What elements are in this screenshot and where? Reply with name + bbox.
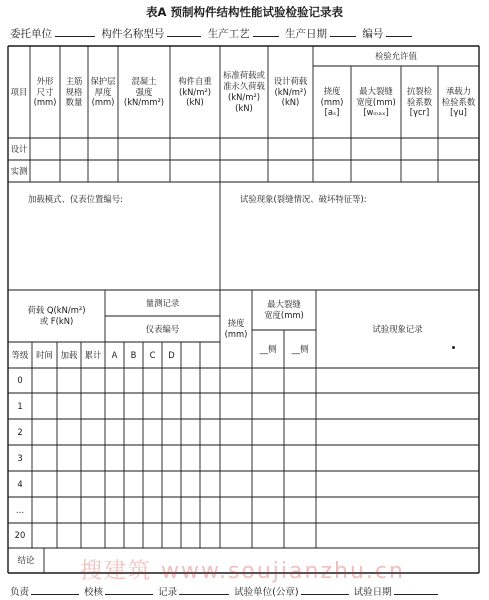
side-left-header: __侧 <box>259 343 277 354</box>
level-row-label: … <box>15 504 25 515</box>
recorder-blank <box>179 584 229 595</box>
instrument-no-header: 仪表编号 <box>145 323 180 334</box>
recorder-label: 记录 <box>158 587 178 598</box>
design-row-label: 设计 <box>10 143 28 154</box>
self-weight-header: 构件自重 (kN/m²) (kN) <box>178 75 212 108</box>
test-unit-blank <box>301 584 349 595</box>
dimension-header: 外形 尺寸 (mm) <box>33 75 57 108</box>
leader-blank <box>31 584 79 595</box>
instrument-a-header: A <box>111 349 118 360</box>
measure-record-header: 量测记录 <box>145 297 180 308</box>
load-header: 荷载 Q(kN/m²) 或 F(kN) <box>27 305 86 326</box>
level-row-label: 20 <box>14 530 26 541</box>
level-header: 等级 <box>11 349 29 360</box>
document-title: 表A 预制构件结构性能试验检验记录表 <box>146 5 343 19</box>
deflection-header: 挠度 (mm) [aₛ] <box>320 85 344 118</box>
level-row-label: 4 <box>17 478 23 489</box>
rebar-header: 主筋 规格 数量 <box>65 75 83 108</box>
test-date-label: 试验日期 <box>353 587 392 598</box>
reviewer-label: 校核 <box>84 587 104 598</box>
date-label: 生产日期 <box>285 28 328 40</box>
time-header: 时间 <box>36 349 53 360</box>
instrument-b-header: B <box>130 349 137 360</box>
component-label: 构件名称型号 <box>101 28 165 40</box>
cumulative-header: 累计 <box>84 349 102 360</box>
concrete-header: 混凝土 强度 (kN/mm²) <box>123 75 165 108</box>
loading-header: 加载 <box>60 349 78 360</box>
test-unit-label: 试验单位(公章) <box>234 587 299 598</box>
client-label: 委托单位 <box>10 28 52 40</box>
design-load-header: 设计荷载 (kN/m²) (kN) <box>273 75 308 108</box>
loading-method-label: 加载模式、仪表位置编号: <box>28 194 123 204</box>
watermark: 搜建筑 www.soujianzhu.cn <box>80 559 405 584</box>
test-phenomenon-label: 试验现象(裂缝情况、破坏特征等): <box>240 194 367 204</box>
phenomenon-record-header: 试验现象记录 <box>372 323 423 334</box>
level-row-label: 3 <box>17 452 23 463</box>
project-header: 项目 <box>10 86 28 97</box>
max-crack2-header: 最大裂缝 宽度(mm) <box>264 299 304 320</box>
print-speck <box>452 346 455 349</box>
process-label: 生产工艺 <box>207 28 250 40</box>
capacity-coef-header: 承载力 检验系数 [γu] <box>441 85 476 118</box>
allowable-header: 检验允许值 <box>375 50 417 61</box>
cover-header: 保护层 厚度 (mm) <box>90 75 116 108</box>
max-crack-header: 最大裂缝 宽度(mm) [wₘₐₓ] <box>356 85 396 118</box>
reviewer-blank <box>105 584 153 595</box>
instrument-c-header: C <box>149 349 156 360</box>
conclusion-label: 结论 <box>17 555 35 566</box>
level-row-label: 1 <box>17 400 23 411</box>
level-row-label: 2 <box>17 426 23 437</box>
actual-row-label: 实测 <box>10 165 28 176</box>
std-load-header: 标准荷载或 准永久荷载 (kN/m²) (kN) <box>223 70 265 113</box>
crack-coef-header: 抗裂检 验系数 [γcr] <box>406 85 433 118</box>
level-row-label: 0 <box>17 375 23 386</box>
test-date-blank <box>394 584 438 595</box>
leader-label: 负责 <box>10 587 30 598</box>
instrument-d-header: D <box>168 349 175 360</box>
footer-fields <box>10 584 440 598</box>
side-right-header: __侧 <box>291 343 309 354</box>
deflection2-header: 挠度 (mm) <box>224 318 248 339</box>
number-label: 编号 <box>362 28 384 40</box>
